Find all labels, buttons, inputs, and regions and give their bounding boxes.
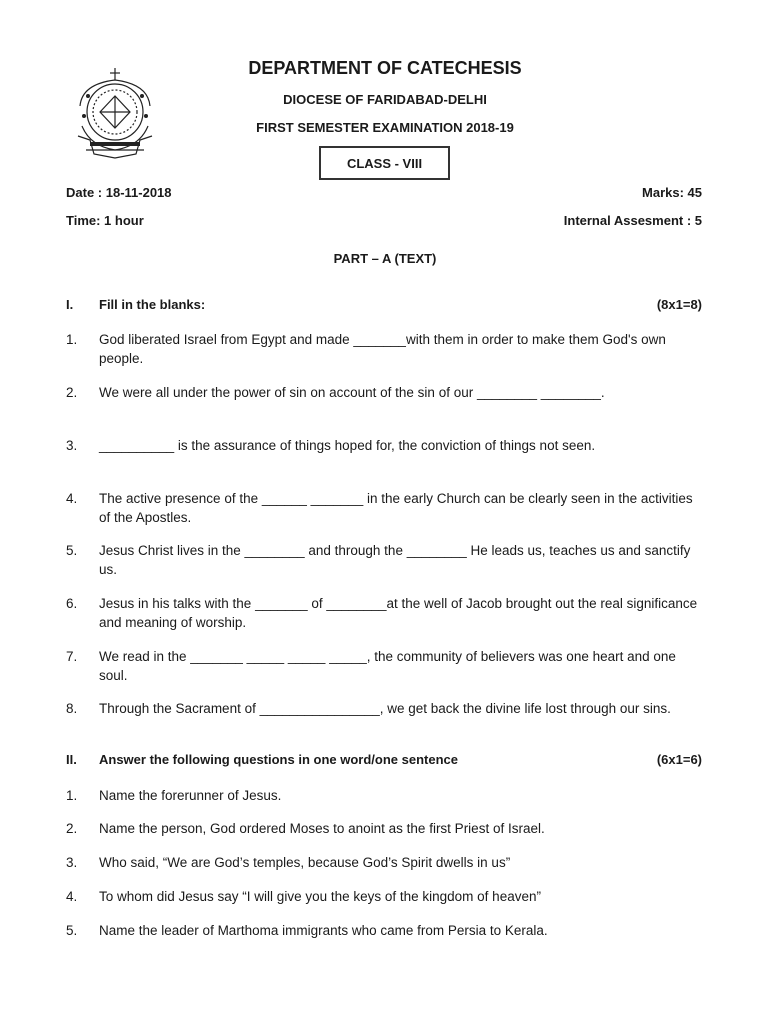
question-number: 1. <box>66 788 78 803</box>
section-2-number: II. <box>66 752 77 767</box>
question-text: Who said, “We are God’s temples, because God’s Spirit dwells in us” <box>99 855 511 870</box>
question-number: 1. <box>66 332 78 347</box>
question-text: Through the Sacrament of ________________, we get back the divine life lost through our sins. <box>99 701 671 716</box>
question-text: God liberated Israel from Egypt and made _______with them in order to make them God's own people. <box>99 332 666 366</box>
question-number: 3. <box>66 855 78 870</box>
department-title: DEPARTMENT OF CATECHESIS <box>248 58 522 78</box>
exam-date: Date : 18-11-2018 <box>66 185 172 200</box>
question-number: 4. <box>66 491 78 506</box>
question-text: We were all under the power of sin on account of the sin of our ________ ________. <box>99 385 605 400</box>
section-1-number: I. <box>66 297 74 312</box>
question-number: 5. <box>66 543 78 558</box>
question-number: 8. <box>66 701 78 716</box>
question-number: 7. <box>66 649 78 664</box>
section-1-heading: Fill in the blanks: <box>99 297 206 312</box>
question-text: We read in the _______ _____ _____ _____, the community of believers was one heart and one soul. <box>99 649 676 683</box>
question-text: To whom did Jesus say “I will give you the keys of the kingdom of heaven” <box>99 889 541 904</box>
part-a-heading: PART – A (TEXT) <box>333 251 437 266</box>
question-number: 2. <box>66 821 78 836</box>
question-text: The active presence of the ______ _______ in the early Church can be clearly seen in the activities of the Apostles. <box>99 491 693 525</box>
question-number: 5. <box>66 923 78 938</box>
question-text: Name the person, God ordered Moses to anoint as the first Priest of Israel. <box>99 821 545 836</box>
diocese-name: DIOCESE OF FARIDABAD-DELHI <box>283 92 487 107</box>
class-label: CLASS - VIII <box>346 155 423 171</box>
question-number: 2. <box>66 385 78 400</box>
question-text: Name the forerunner of Jesus. <box>99 788 282 803</box>
class-box <box>319 146 450 180</box>
diocese-emblem-icon <box>70 66 160 166</box>
section-1-marks: (8x1=8) <box>656 297 702 312</box>
exam-time: Time: 1 hour <box>66 213 144 228</box>
question-text: Jesus Christ lives in the ________ and through the ________ He leads us, teaches us and sanctify us. <box>99 543 691 577</box>
question-number: 3. <box>66 438 78 453</box>
question-text: Name the leader of Marthoma immigrants who came from Persia to Kerala. <box>99 923 548 938</box>
question-text: Jesus in his talks with the _______ of ________at the well of Jacob brought out the real significance and meaning of worship. <box>99 596 698 630</box>
section-2-marks: (6x1=6) <box>656 752 702 767</box>
exam-marks: Marks: 45 <box>642 185 702 200</box>
question-number: 4. <box>66 889 78 904</box>
question-number: 6. <box>66 596 78 611</box>
exam-title: FIRST SEMESTER EXAMINATION 2018-19 <box>256 120 514 135</box>
internal-assessment: Internal Assesment : 5 <box>563 213 702 228</box>
question-text: __________ is the assurance of things hoped for, the conviction of things not seen. <box>99 438 596 453</box>
section-2-heading: Answer the following questions in one word/one sentence <box>99 752 458 767</box>
